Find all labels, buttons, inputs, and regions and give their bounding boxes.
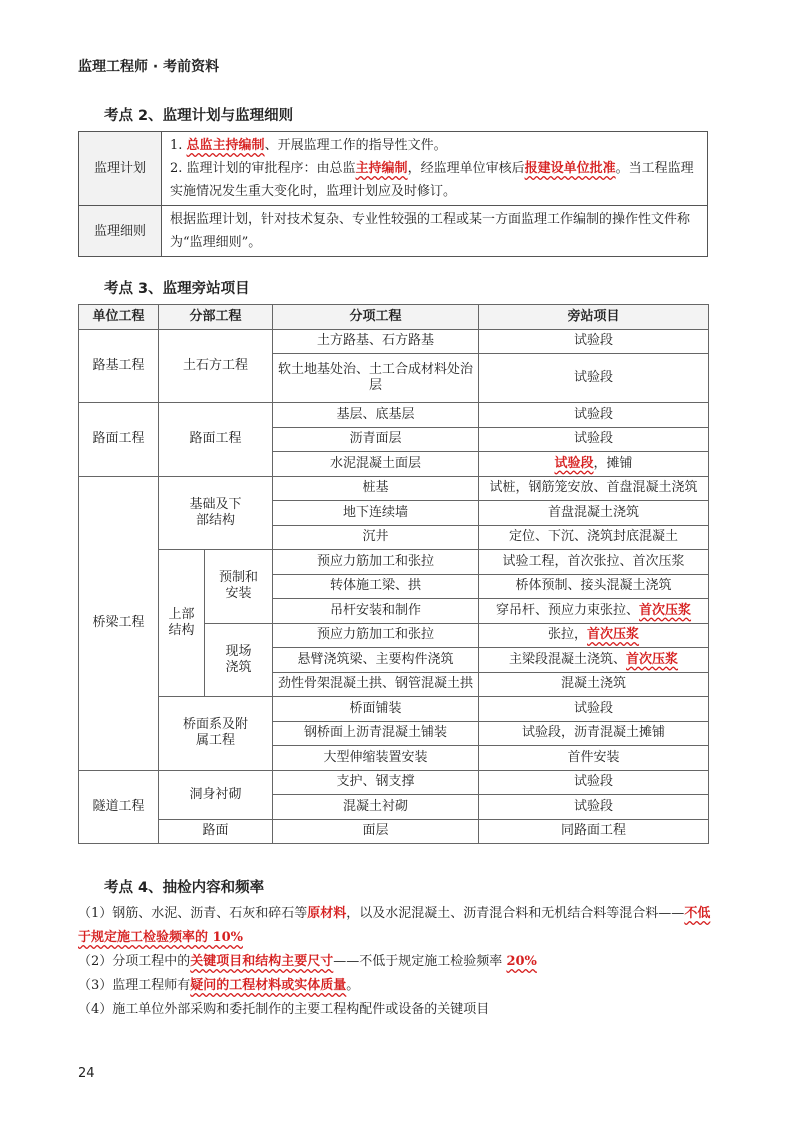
part-cell: 基础及下部结构 [159,476,273,550]
unit-cell: 路基工程 [79,329,159,403]
item-cell: 沉井 [273,525,479,550]
station-cell: 试验段 [479,329,709,354]
item-cell: 劲性骨架混凝土拱、钢管混凝土拱 [273,672,479,697]
station-cell: 张拉，首次压浆 [479,623,709,648]
page-number: 24 [78,1066,95,1081]
item-cell: 支护、钢支撑 [273,770,479,795]
table-row [79,329,709,354]
section-4-title: 考点 4、抽检内容和频率 [104,880,265,896]
section-2-title: 考点 2、监理计划与监理细则 [104,108,294,124]
part-cell: 路面 [159,819,273,844]
item-cell: 混凝土衬砌 [273,795,479,820]
table-row [79,132,708,206]
item-cell: 桥面铺装 [273,697,479,722]
station-cell: 试验段，沥青混凝土摊铺 [479,721,709,746]
item-cell: 水泥混凝土面层 [273,452,479,477]
item-cell: 大型伸缩装置安装 [273,746,479,771]
item-cell: 钢桥面上沥青混凝土铺装 [273,721,479,746]
row-label: 监理细则 [79,206,162,257]
part-cell: 路面工程 [159,403,273,477]
page-header: 监理工程师 · 考前资料 [78,59,220,75]
item-cell: 地下连续墙 [273,501,479,526]
station-cell: 桥体预制、接头混凝土浇筑 [479,574,709,599]
part-cell: 土石方工程 [159,329,273,403]
header-cell: 分部工程 [159,305,273,330]
station-cell: 试验段，摊铺 [479,452,709,477]
header-cell: 单位工程 [79,305,159,330]
item-cell: 吊杆安装和制作 [273,599,479,624]
item-cell: 桩基 [273,476,479,501]
part-cell: 洞身衬砌 [159,770,273,819]
plan-rules-table [78,131,708,257]
paragraph-1: （1）钢筋、水泥、沥青、石灰和碎石等原材料，以及水泥混凝土、沥青混合料和无机结合料等混合料——不低于规定施工检验频率的 10% [78,906,711,945]
item-cell: 预应力筋加工和张拉 [273,623,479,648]
station-cell: 试验段 [479,427,709,452]
station-cell: 定位、下沉、浇筑封底混凝土 [479,525,709,550]
station-cell: 穿吊杆、预应力束张拉、首次压浆 [479,599,709,624]
item-cell: 转体施工梁、拱 [273,574,479,599]
station-cell: 试验工程，首次张拉、首次压浆 [479,550,709,575]
station-cell: 试验段 [479,795,709,820]
part-cell: 上部结构 [159,550,205,697]
station-cell: 主梁段混凝土浇筑、首次压浆 [479,648,709,673]
station-cell: 试验段 [479,354,709,403]
unit-cell: 隧道工程 [79,770,159,844]
table-row [79,697,709,722]
subpart-cell: 现场浇筑 [205,623,273,697]
unit-cell: 路面工程 [79,403,159,477]
station-cell: 同路面工程 [479,819,709,844]
item-cell: 悬臂浇筑梁、主要构件浇筑 [273,648,479,673]
header-cell: 旁站项目 [479,305,709,330]
supervision-table [78,304,709,844]
table-row [79,770,709,795]
paragraph-3: （3）监理工程师有疑问的工程材料或实体质量。 [78,978,360,993]
station-cell: 首件安装 [479,746,709,771]
station-cell: 试验段 [479,697,709,722]
item-cell: 预应力筋加工和张拉 [273,550,479,575]
paragraph-2: （2）分项工程中的关键项目和结构主要尺寸——不低于规定施工检验频率 20% [78,954,537,969]
table-row [79,206,708,257]
table-row [79,403,709,428]
row-content: 根据监理计划，针对技术复杂、专业性较强的工程或某一方面监理工作编制的操作性文件称为“监理细则”。 [162,206,708,257]
part-cell: 桥面系及附属工程 [159,697,273,771]
header-cell: 分项工程 [273,305,479,330]
item-cell: 软土地基处治、土工合成材料处治层 [273,354,479,403]
table-row [79,550,709,575]
row-label: 监理计划 [79,132,162,206]
table-row [79,476,709,501]
subpart-cell: 预制和安装 [205,550,273,624]
station-cell: 试桩，钢筋笼安放、首盘混凝土浇筑 [479,476,709,501]
paragraph-4: （4）施工单位外部采购和委托制作的主要工程构配件或设备的关键项目 [78,1002,490,1017]
item-cell: 沥青面层 [273,427,479,452]
unit-cell: 桥梁工程 [79,476,159,770]
item-cell: 基层、底基层 [273,403,479,428]
item-cell: 面层 [273,819,479,844]
table-header-row [79,305,709,330]
item-cell: 土方路基、石方路基 [273,329,479,354]
station-cell: 试验段 [479,403,709,428]
section-3-title: 考点 3、监理旁站项目 [104,281,250,297]
station-cell: 混凝土浇筑 [479,672,709,697]
station-cell: 试验段 [479,770,709,795]
station-cell: 首盘混凝土浇筑 [479,501,709,526]
table-row [79,819,709,844]
row-content: 1. 总监主持编制、开展监理工作的指导性文件。 2. 监理计划的审批程序：由总监主持编制，经监理单位审核后报建设单位批准。当工程监理实施情况发生重大变化时，监理计划应及时修订。 [162,132,708,206]
